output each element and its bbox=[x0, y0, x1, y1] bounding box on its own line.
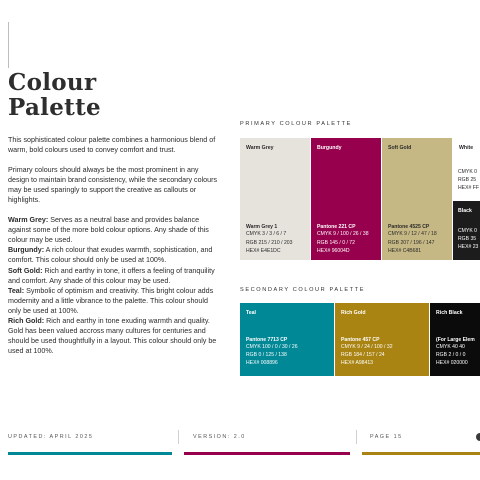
swatch-name: White bbox=[459, 145, 474, 151]
swatch-soft-gold bbox=[382, 138, 452, 260]
swatch-name: Rich Black bbox=[436, 310, 463, 316]
footer-page-number: PAGE 15 bbox=[370, 434, 403, 440]
colour-description bbox=[8, 245, 220, 265]
swatch-code: Warm Grey 1 bbox=[246, 223, 278, 230]
swatch-rgb: RGB 25 bbox=[458, 177, 477, 184]
swatch-rgb: RGB 35 bbox=[458, 236, 477, 243]
footer-divider bbox=[356, 430, 357, 444]
swatch-cmyk: CMYK 9 / 12 / 47 / 18 bbox=[388, 231, 437, 238]
swatch-cmyk: CMYK 9 / 24 / 100 / 32 bbox=[341, 344, 393, 351]
colour-description-name: Burgundy: bbox=[8, 246, 45, 255]
colour-description-text: Serves as a neutral base and provides balance against some of the more bold colour options. Any shade of this colour may be used. bbox=[8, 216, 209, 245]
swatch-name: Warm Grey bbox=[246, 145, 274, 151]
footer-bar-teal bbox=[8, 452, 172, 455]
colour-description-text: Rich and earthy in tone, it offers a feeling of tranquility and comfort. Any shade of this colour may be used. bbox=[8, 266, 215, 285]
swatch-cmyk: CMYK 9 / 100 / 26 / 38 bbox=[317, 231, 369, 238]
swatch-rich-gold bbox=[335, 303, 429, 376]
swatch-name: Burgundy bbox=[317, 145, 342, 151]
swatch-hex: HEX# E4E1DC bbox=[246, 247, 281, 254]
swatch-code: Pantone 4525 CP bbox=[388, 223, 430, 230]
swatch-code: Pantone 457 CP bbox=[341, 337, 380, 343]
page-title: Colour Palette bbox=[8, 69, 101, 121]
footer-version: VERSION: 2.0 bbox=[193, 434, 246, 440]
swatch-hex: HEX# 008896 bbox=[246, 360, 278, 367]
primary-palette-label: PRIMARY COLOUR PALETTE bbox=[240, 121, 352, 127]
colour-description-name: Warm Grey: bbox=[8, 216, 49, 225]
swatch-warm-grey bbox=[240, 138, 310, 260]
colour-description-text: Symbolic of optimism and creativity. This bright colour adds modernity and a little vibrance to the palette. This colour should only be used at 100%. bbox=[8, 286, 214, 315]
footer-updated: UPDATED: APRIL 2025 bbox=[8, 434, 94, 440]
swatch-cmyk: CMYK 3 / 3 / 6 / 7 bbox=[246, 231, 287, 238]
footer-bar-gold bbox=[362, 452, 480, 455]
swatch-code: (For Large Elem bbox=[436, 337, 475, 343]
colour-description bbox=[8, 286, 220, 316]
swatch-name: Rich Gold bbox=[341, 310, 366, 316]
footer-divider bbox=[178, 430, 179, 444]
footer-bar-burgundy bbox=[184, 452, 350, 455]
colour-description-name: Rich Gold: bbox=[8, 316, 45, 325]
swatch-rgb: RGB 2 / 0 / 0 bbox=[436, 352, 466, 359]
colour-description bbox=[8, 266, 220, 286]
swatch-burgundy bbox=[311, 138, 381, 260]
colour-description-name: Soft Gold: bbox=[8, 266, 43, 275]
swatch-rgb: RGB 184 / 157 / 24 bbox=[341, 352, 385, 359]
colour-description bbox=[8, 316, 220, 356]
colour-description-text: Rich and earthy in tone exuding warmth and quality. Gold has been valued accross many cultures for centuries and should be used thoughtfully in a layout. This colour should only be used at 100%. bbox=[8, 316, 217, 355]
swatch-rgb: RGB 145 / 0 / 72 bbox=[317, 239, 355, 246]
swatch-hex: HEX# 020000 bbox=[436, 360, 468, 367]
colour-description-text: A rich colour that exudes warmth, sophistication, and comfort. This colour should only be used at 100%. bbox=[8, 246, 213, 265]
title-rule bbox=[8, 22, 9, 68]
swatch-hex: HEX# 23 bbox=[458, 244, 479, 251]
swatch-cmyk: CMYK 0 bbox=[458, 228, 477, 234]
swatch-hex: HEX# 96004D bbox=[317, 247, 350, 254]
swatch-cmyk: CMYK 40 40 bbox=[436, 344, 465, 351]
swatch-black bbox=[453, 201, 480, 260]
body-text bbox=[8, 135, 220, 356]
swatch-cmyk: CMYK 100 / 0 / 30 / 26 bbox=[246, 344, 298, 351]
swatch-rich-black bbox=[430, 303, 480, 376]
intro-paragraph: This sophisticated colour palette combines a harmonious blend of warm, bold colours used to convey comfort and trust. bbox=[8, 136, 216, 155]
swatch-teal bbox=[240, 303, 334, 376]
swatch-rgb: RGB 0 / 125 / 138 bbox=[246, 352, 287, 359]
colour-description bbox=[8, 215, 220, 245]
swatch-name: Soft Gold bbox=[388, 145, 412, 151]
colour-descriptions bbox=[8, 215, 220, 356]
swatch-hex: HEX# A98413 bbox=[341, 360, 374, 367]
swatch-hex: HEX# C4B681 bbox=[388, 247, 422, 254]
swatch-name: Teal bbox=[246, 310, 256, 316]
swatch-code: Pantone 7713 CP bbox=[246, 337, 288, 343]
swatch-rgb: RGB 207 / 196 / 147 bbox=[388, 239, 435, 246]
swatch-rgb: RGB 215 / 210 / 203 bbox=[246, 239, 293, 246]
swatch-name: Black bbox=[458, 208, 472, 214]
primary-note-paragraph: Primary colours should always be the most prominent in any design to maintain brand consistency, while the secondary colours may be used sparingly to support the creative as callouts or highlights. bbox=[8, 166, 218, 205]
secondary-palette-label: SECONDARY COLOUR PALETTE bbox=[240, 287, 366, 293]
swatch-code: Pantone 221 CP bbox=[317, 223, 356, 230]
colour-description-name: Teal: bbox=[8, 286, 25, 295]
swatch-cmyk: CMYK 0 bbox=[458, 169, 477, 175]
page-marker-dot bbox=[476, 433, 480, 441]
swatch-hex: HEX# FF bbox=[458, 185, 479, 192]
